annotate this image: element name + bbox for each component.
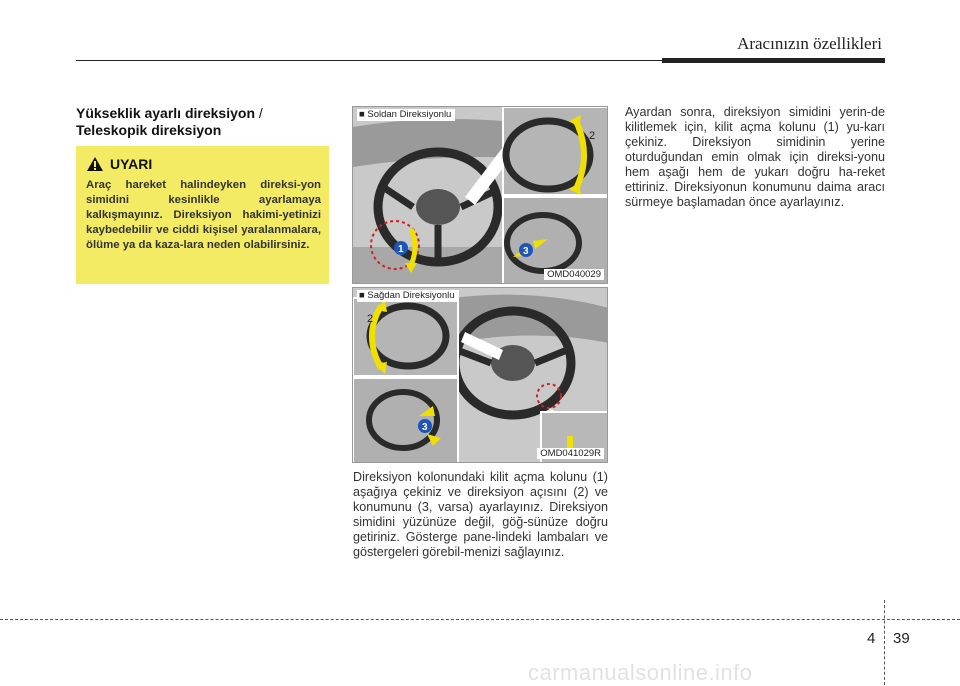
figure-label: ■ Soldan Direksiyonlu [357,109,455,121]
steering-illustration-rhd [353,288,608,463]
instruction-text: Direksiyon kolonundaki kilit açma kolunu (1) aşağıya çekiniz ve direksiyon açısını (2) ve konumunu (3, varsa) ayarlayınız. Direksiyon simidini yüzünüze değil, göğ-sünüze doğru getiriniz. Gösterge pane-lindeki lambaları ve göstergeleri görebil-menizi sağlayınız. [353,470,608,559]
header-rule [76,60,662,61]
marker-1: 1 [398,244,404,255]
heading-line2: Teleskopik direksiyon [76,122,222,138]
heading-separator: / [255,105,263,121]
warning-box [76,146,329,284]
section-heading [76,105,336,139]
chapter-number: 4 [867,630,876,647]
steering-illustration-lhd [353,107,608,284]
marker-2: 2 [589,130,596,142]
heading-line1: Yükseklik ayarlı direksiyon [76,105,255,121]
warning-triangle-icon [86,156,104,172]
header-title: Aracınızın özellikleri [737,34,882,53]
warning-title: UYARI [110,156,153,172]
figure-left-hand-drive [352,106,608,284]
footer-divider [884,600,885,685]
figure-label: ■ Sağdan Direksiyonlu [357,290,459,302]
marker-3: 3 [523,246,529,257]
figure-right-hand-drive [352,287,608,463]
header-bar [662,58,885,63]
page-number: 39 [893,630,910,647]
watermark: carmanualsonline.info [528,660,753,685]
figure-code: OMD041029R [537,448,604,459]
footer-rule [0,619,960,620]
figure-code: OMD040029 [544,269,604,280]
warning-head [86,156,321,172]
locking-instruction-text: Ayardan sonra, direksiyon simidini yerin-de kilitlemek için, kilit açma kolunu (1) yu-karı çekiniz. Direksiyon simidinin yerine oturduğundan emin olmak için direksi-yonu hem aşağı hem de yukarı doğru ha-reket ettiriniz. Direksiyonun konumunu daima aracı sürmeye başlamadan önce ayarlayınız. [625,105,885,209]
marker-2: 2 [367,313,374,325]
marker-3: 3 [422,422,428,433]
warning-text: Araç hareket halindeyken direksi-yon simidini kesinlikle ayarlamaya kalkışmayınız. Direksiyon hakimi-yetinizi kaybedebilir ve ciddi kişisel yaralanmalara, ölüme ya da kaza-lara neden olabilirsiniz. [86,179,321,251]
